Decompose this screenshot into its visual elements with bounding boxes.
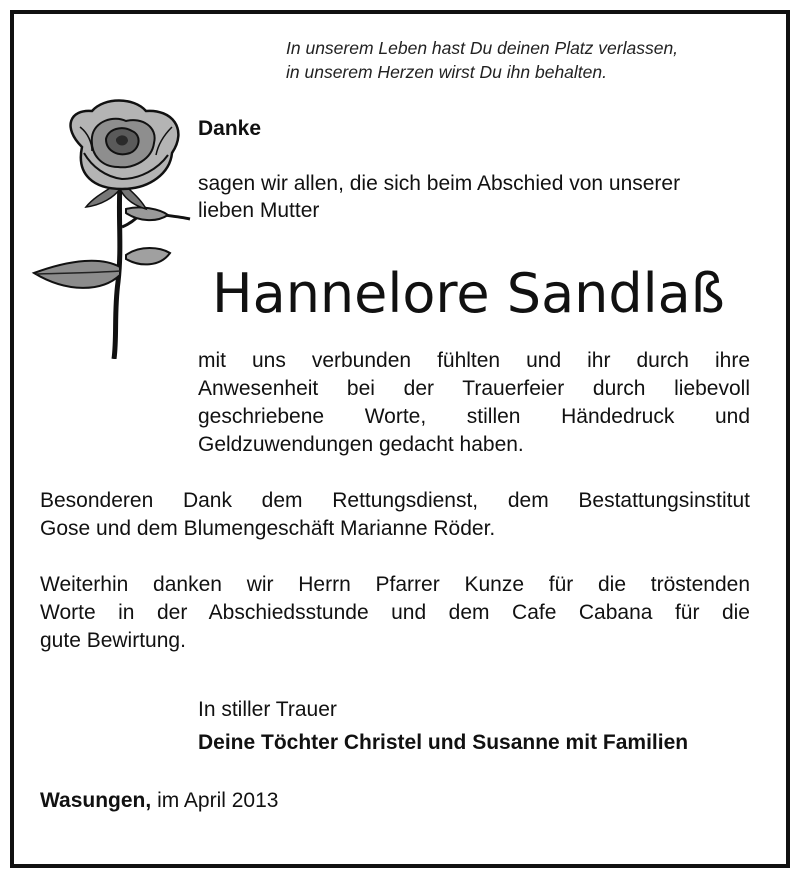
intro-text <box>198 170 758 224</box>
rose-leaf-right <box>126 248 170 264</box>
special-thanks-paragraph <box>40 487 750 543</box>
paragraph3-line: Weiterhin danken wir Herrn Pfarrer Kunze für die tröstenden <box>40 573 750 596</box>
heading-danke: Danke <box>198 117 262 140</box>
closing-phrase: In stiller Trauer <box>198 698 337 721</box>
body-line: Geldzuwendungen gedacht haben. <box>198 433 524 456</box>
body-line: Anwesenheit bei der Trauerfeier durch liebevoll <box>198 377 750 400</box>
paragraph2-line: Besonderen Dank dem Rettungsdienst, dem Bestattungsinstitut <box>40 489 750 512</box>
rose-illustration <box>22 97 202 359</box>
epigraph-quote <box>286 36 746 84</box>
deceased-name: Hannelore Sandlaß <box>212 262 725 325</box>
date: im April 2013 <box>157 789 279 812</box>
further-thanks-paragraph <box>40 571 750 655</box>
intro-line-2: lieben Mutter <box>198 199 320 222</box>
quote-line-1: In unserem Leben hast Du deinen Platz verlassen, <box>286 38 679 58</box>
body-line: geschriebene Worte, stillen Händedruck und <box>198 405 750 428</box>
paragraph3-line: Worte in der Abschiedsstunde und dem Cafe Cabana für die <box>40 601 750 624</box>
signers: Deine Töchter Christel und Susanne mit Familien <box>198 731 689 754</box>
paragraph2-line: Gose und dem Blumengeschäft Marianne Röder. <box>40 517 496 540</box>
place-date <box>40 789 278 813</box>
place: Wasungen, <box>40 789 152 812</box>
quote-line-2: in unserem Herzen wirst Du ihn behalten. <box>286 62 607 82</box>
rose-leaf-mid <box>126 207 168 220</box>
paragraph3-line: gute Bewirtung. <box>40 629 186 652</box>
intro-line-1: sagen wir allen, die sich beim Abschied von unserer <box>198 172 681 195</box>
body-line: mit uns verbunden fühlten und ihr durch ihre <box>198 349 750 372</box>
thanks-paragraph <box>198 347 750 459</box>
